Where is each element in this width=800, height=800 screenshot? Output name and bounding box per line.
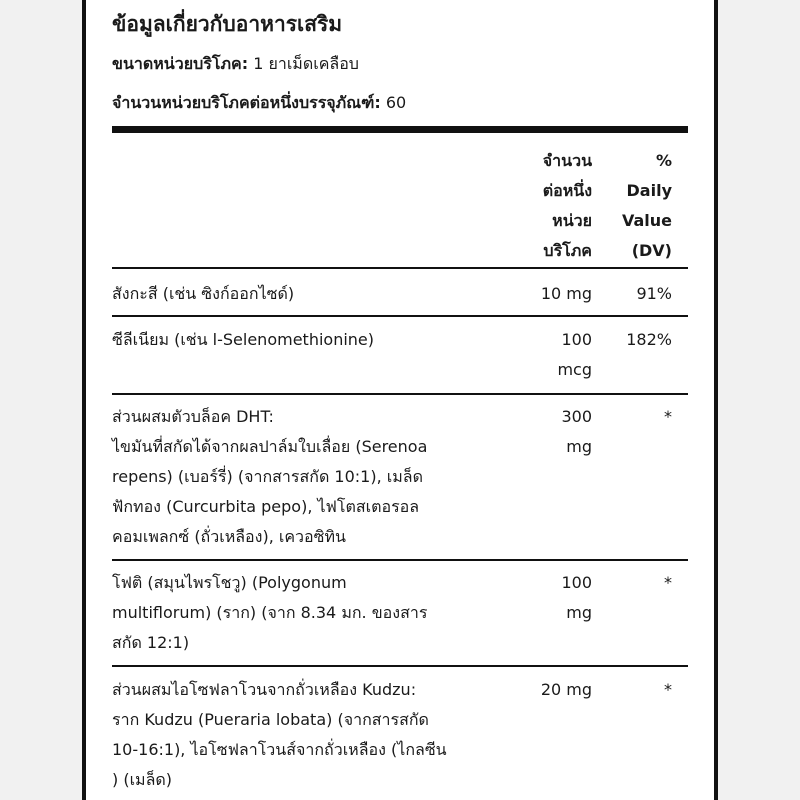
serving-size-label: ขนาดหน่วยบริโภค: xyxy=(112,54,249,73)
ingredient-name xyxy=(112,675,502,795)
dv-header-line: Value xyxy=(621,211,672,230)
amount-per-serving xyxy=(496,279,592,309)
amount-header-line: หน่วย xyxy=(552,211,592,230)
amount-line: 300 xyxy=(561,407,592,426)
daily-value-percent: * xyxy=(664,680,672,699)
amount-per-serving xyxy=(496,402,592,462)
ingredient-line: ) (เมล็ด) xyxy=(112,770,173,789)
dv-header-line: % xyxy=(655,151,672,170)
ingredient-line: คอมเพลกซ์ (ถั่วเหลือง), เควอซิทิน xyxy=(112,527,346,546)
amount-header-line: ต่อหนึ่ง xyxy=(542,181,592,200)
ingredient-line: สังกะสี (เช่น ซิงก์ออกไซด์) xyxy=(112,284,295,303)
ingredient-line: 10-16:1), ไอโซฟลาโวนส์จากถั่วเหลือง (ไกลซีน xyxy=(112,740,447,759)
ingredient-name xyxy=(112,568,502,658)
thick-divider xyxy=(112,126,688,133)
ingredient-line: ราก Kudzu (Pueraria lobata) (จากสารสกัด xyxy=(112,710,429,729)
daily-value-header xyxy=(606,146,672,266)
daily-value-percent: * xyxy=(664,573,672,592)
ingredient-name xyxy=(112,325,502,355)
amount-header-line: จำนวน xyxy=(542,151,592,170)
ingredient-line: ส่วนผสมตัวบล็อค DHT: xyxy=(112,407,274,426)
row-divider xyxy=(112,267,688,269)
serving-size xyxy=(112,52,359,77)
row-divider xyxy=(112,559,688,561)
ingredient-line: repens) (เบอร์รี่) (จากสารสกัด 10:1), เมล็ด xyxy=(112,467,423,486)
ingredient-line: multiflorum) (ราก) (จาก 8.34 มก. ของสาร xyxy=(112,603,428,622)
serving-size-value: 1 ยาเม็ดเคลือบ xyxy=(253,54,359,73)
amount-per-serving xyxy=(496,325,592,385)
amount-line: 20 mg xyxy=(540,680,592,699)
panel-title: ข้อมูลเกี่ยวกับอาหารเสริม xyxy=(112,12,343,36)
ingredient-line: ส่วนผสมไอโซฟลาโวนจากถั่วเหลือง Kudzu: xyxy=(112,680,417,699)
ingredient-line: โฟติ (สมุนไพรโชวู) (Polygonum xyxy=(112,573,347,592)
ingredient-line: สกัด 12:1) xyxy=(112,633,190,652)
servings-per-container-label: จำนวนหน่วยบริโภคต่อหนึ่งบรรจุภัณฑ์: xyxy=(112,93,381,112)
row-divider xyxy=(112,393,688,395)
amount-per-serving xyxy=(496,675,592,705)
amount-line: mcg xyxy=(557,360,592,379)
amount-header-line: บริโภค xyxy=(543,241,592,260)
supplement-facts-panel xyxy=(82,0,718,800)
ingredient-name xyxy=(112,402,502,552)
row-divider xyxy=(112,665,688,667)
ingredient-line: ซีลีเนียม (เช่น l-Selenomethionine) xyxy=(112,330,374,349)
dv-header-line: Daily xyxy=(626,181,672,200)
amount-line: mg xyxy=(566,437,592,456)
daily-value-percent: 182% xyxy=(626,330,672,349)
ingredient-line: ฟักทอง (Curcurbita pepo), ไฟโตสเตอรอล xyxy=(112,497,420,516)
amount-line: 100 xyxy=(561,573,592,592)
dv-header-line: (DV) xyxy=(631,241,672,260)
amount-per-serving xyxy=(496,568,592,628)
amount-line: 10 mg xyxy=(540,284,592,303)
amount-line: mg xyxy=(566,603,592,622)
amount-per-serving-header xyxy=(496,146,592,266)
daily-value-percent: * xyxy=(664,407,672,426)
row-divider xyxy=(112,315,688,317)
daily-value-percent: 91% xyxy=(636,284,672,303)
servings-per-container xyxy=(112,91,406,116)
amount-line: 100 xyxy=(561,330,592,349)
ingredient-name xyxy=(112,279,502,309)
ingredient-line: ไขมันที่สกัดได้จากผลปาล์มใบเลื่อย (Serenoa xyxy=(112,437,428,456)
servings-per-container-value: 60 xyxy=(385,93,407,112)
